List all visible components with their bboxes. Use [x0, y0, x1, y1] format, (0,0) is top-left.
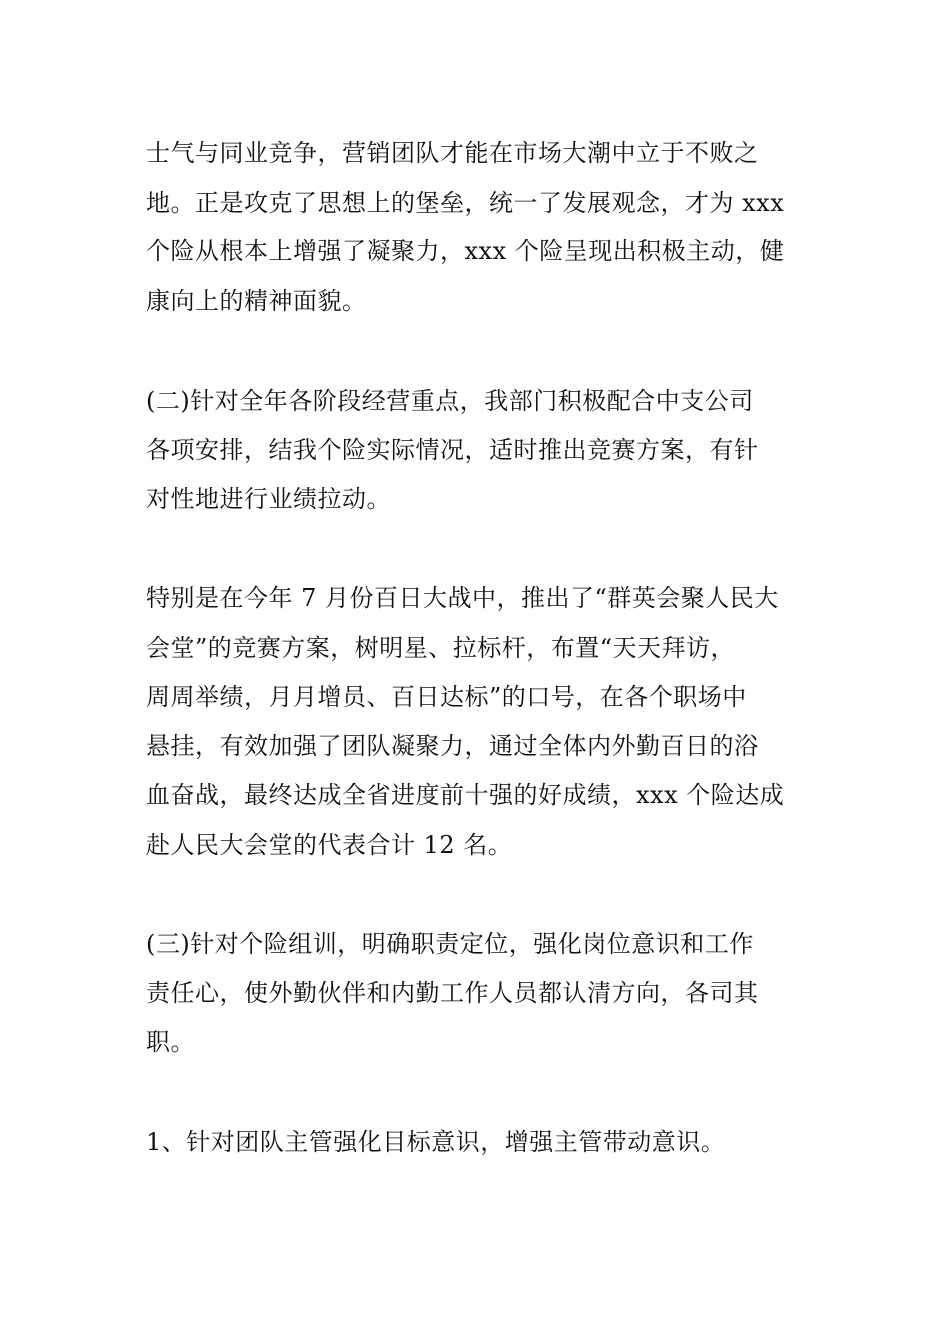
paragraph-2-line-1: (二)针对全年各阶段经营重点，我部门积极配合中支公司 [146, 387, 754, 415]
paragraph-3-line-4: 悬挂，有效加强了团队凝聚力，通过全体内外勤百日的浴 [146, 732, 759, 760]
paragraph-3-line-5: 血奋战，最终达成全省进度前十强的好成绩，xxx 个险达成 [146, 781, 785, 809]
paragraph-5-line-1: 1、针对团队主管强化目标意识，增强主管带动意识。 [146, 1128, 726, 1156]
paragraph-3-line-2: 会堂”的竞赛方案，树明星、拉标杆，布置“天天拜访， [146, 634, 736, 662]
paragraph-4-line-3: 职。 [146, 1028, 195, 1056]
paragraph-2-line-2: 各项安排，结我个险实际情况，适时推出竞赛方案，有针 [146, 436, 759, 464]
paragraph-3-line-1: 特别是在今年 7 月份百日大战中，推出了“群英会聚人民大 [146, 584, 779, 612]
paragraph-3-line-6: 赴人民大会堂的代表合计 12 名。 [146, 831, 513, 859]
paragraph-2-line-3: 对性地进行业绩拉动。 [146, 485, 391, 513]
paragraph-1-line-3: 个险从根本上增强了凝聚力，xxx 个险呈现出积极主动，健 [146, 237, 785, 265]
paragraph-1-line-1: 士气与同业竞争，营销团队才能在市场大潮中立于不败之 [146, 139, 759, 167]
paragraph-1-line-2: 地。正是攻克了思想上的堡垒，统一了发展观念，才为 xxx [146, 189, 785, 217]
paragraph-3-line-3: 周周举绩，月月增员、百日达标”的口号，在各个职场中 [146, 683, 747, 711]
paragraph-4-line-2: 责任心，使外勤伙伴和内勤工作人员都认清方向，各司其 [146, 979, 759, 1007]
paragraph-1-line-4: 康向上的精神面貌。 [146, 287, 367, 315]
paragraph-4-line-1: (三)针对个险组训，明确职责定位，强化岗位意识和工作 [146, 930, 754, 958]
